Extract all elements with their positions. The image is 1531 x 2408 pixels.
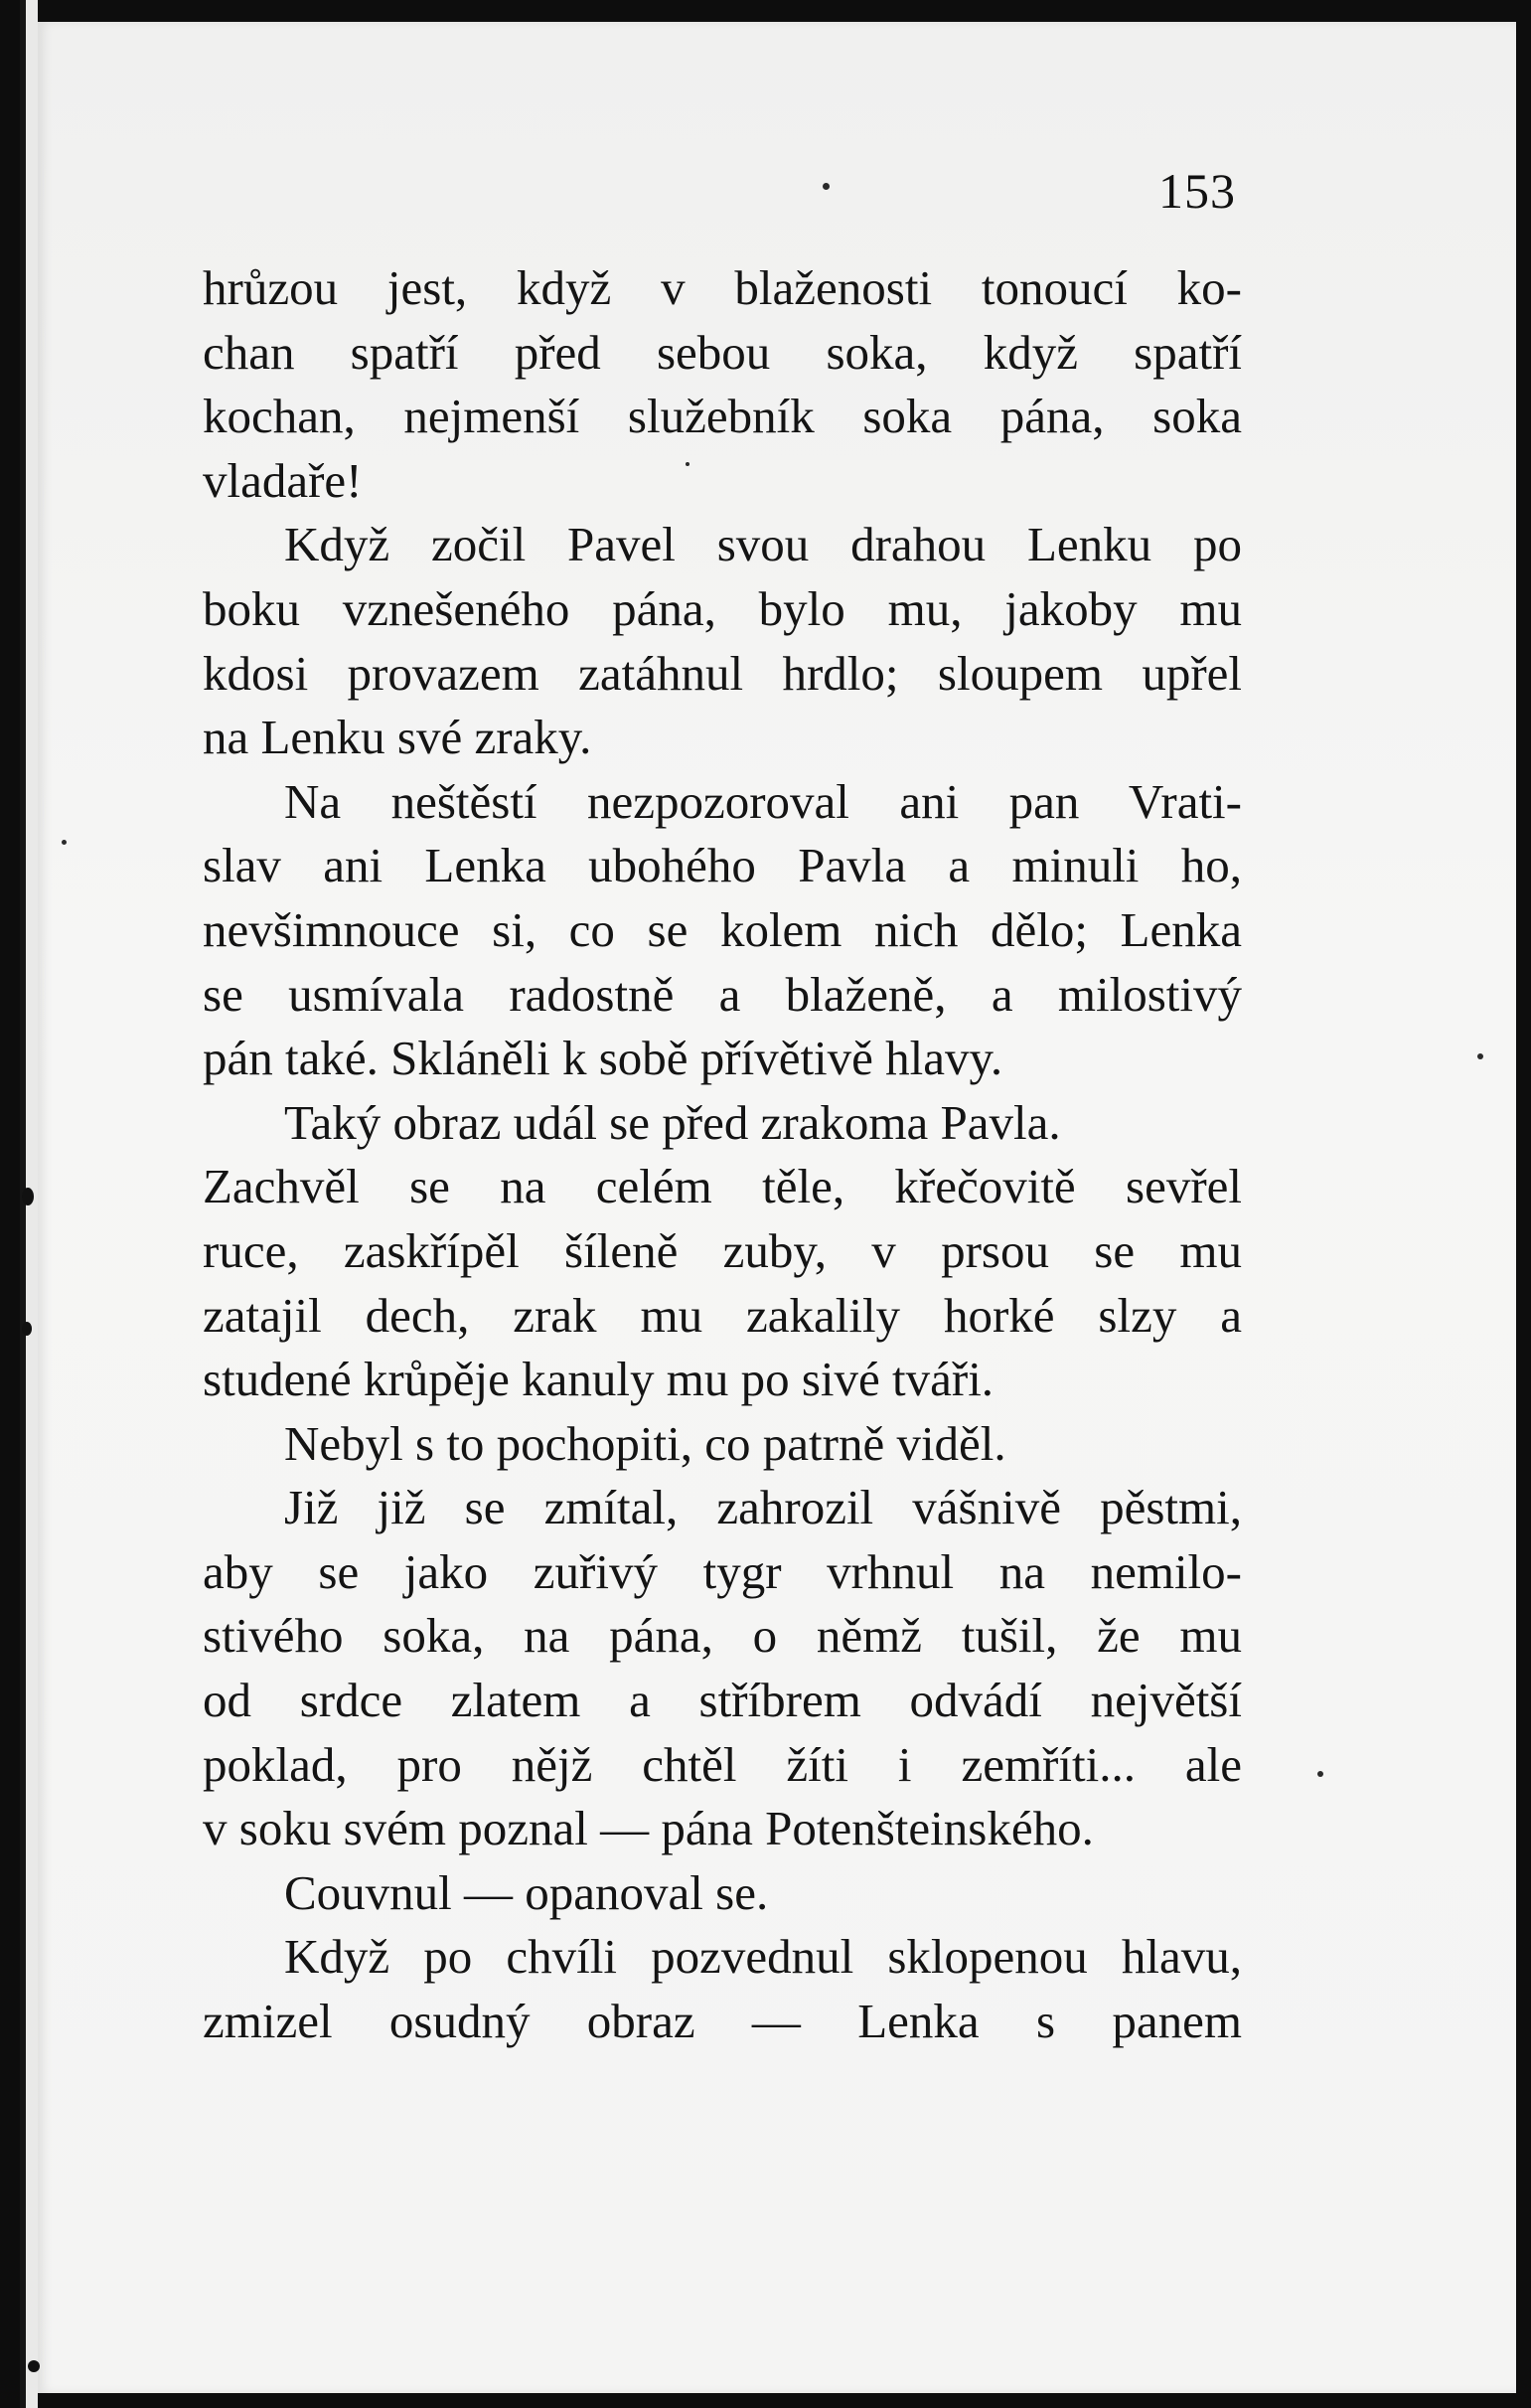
text-line: zatajil dech, zrak mu zakalily horké slzy a bbox=[203, 1287, 1242, 1343]
text-line: aby se jako zuřivý tygr vrhnul na nemilo- bbox=[203, 1543, 1242, 1599]
scan-speck bbox=[28, 2360, 40, 2372]
scan-speck bbox=[22, 1322, 32, 1336]
text-line: pán také. Skláněli k sobě přívětivě hlavy. bbox=[203, 1031, 1003, 1086]
text-line: zmizel osudný obraz — Lenka s panem bbox=[203, 1994, 1242, 2049]
scan-speck bbox=[1477, 1053, 1483, 1059]
page-text bbox=[203, 256, 1242, 2054]
text-line: ruce, zaskřípěl šíleně zuby, v prsou se mu bbox=[203, 1222, 1242, 1278]
text-line: studené krůpěje kanuly mu po sivé tváři. bbox=[203, 1352, 995, 1407]
text-line: chan spatří před sebou soka, když spatří bbox=[203, 324, 1242, 380]
text-line: Když zočil Pavel svou drahou Lenku po bbox=[284, 517, 1242, 572]
scan-speck bbox=[1317, 1771, 1323, 1777]
text-line: Nebyl s to pochopiti, co patrně viděl. bbox=[284, 1415, 1006, 1471]
text-line: Když po chvíli pozvednul sklopenou hlavu, bbox=[284, 1929, 1242, 1985]
text-line: Taký obraz udál se před zrakoma Pavla. bbox=[284, 1094, 1061, 1150]
text-line: Couvnul — opanoval se. bbox=[284, 1864, 769, 1920]
text-line: boku vznešeného pána, bylo mu, jakoby mu bbox=[203, 580, 1242, 636]
text-line: se usmívala radostně a blaženě, a milostivý bbox=[203, 966, 1242, 1022]
text-line: stivého soka, na pána, o němž tušil, že mu bbox=[203, 1608, 1242, 1664]
text-line: poklad, pro nějž chtěl žíti i zemříti... ale bbox=[203, 1736, 1242, 1792]
scan-speck bbox=[22, 1188, 34, 1205]
scan-speck bbox=[823, 183, 830, 190]
scan-speck bbox=[686, 462, 689, 466]
text-line: slav ani Lenka ubohého Pavla a minuli ho, bbox=[203, 838, 1242, 893]
text-line: na Lenku své zraky. bbox=[203, 710, 592, 765]
text-line: Zachvěl se na celém těle, křečovitě sevřel bbox=[203, 1159, 1242, 1214]
page-number: 153 bbox=[1158, 163, 1236, 219]
text-line: vladaře! bbox=[203, 452, 363, 508]
text-line: kdosi provazem zatáhnul hrdlo; sloupem upřel bbox=[203, 645, 1242, 701]
text-line: hrůzou jest, když v blaženosti tonoucí ko- bbox=[203, 260, 1242, 315]
text-line: od srdce zlatem a stříbrem odvádí největší bbox=[203, 1673, 1242, 1728]
text-line: v soku svém poznal — pána Potenšteinského. bbox=[203, 1801, 1094, 1856]
text-line: kochan, nejmenší služebník soka pána, soka bbox=[203, 389, 1242, 444]
text-line: Již již se zmítal, zahrozil vášnivě pěstmi, bbox=[284, 1480, 1242, 1535]
text-line: Na neštěstí nezpozoroval ani pan Vrati- bbox=[284, 773, 1242, 829]
scan-speck bbox=[62, 840, 67, 845]
text-line: nevšimnouce si, co se kolem nich dělo; Lenka bbox=[203, 901, 1242, 957]
